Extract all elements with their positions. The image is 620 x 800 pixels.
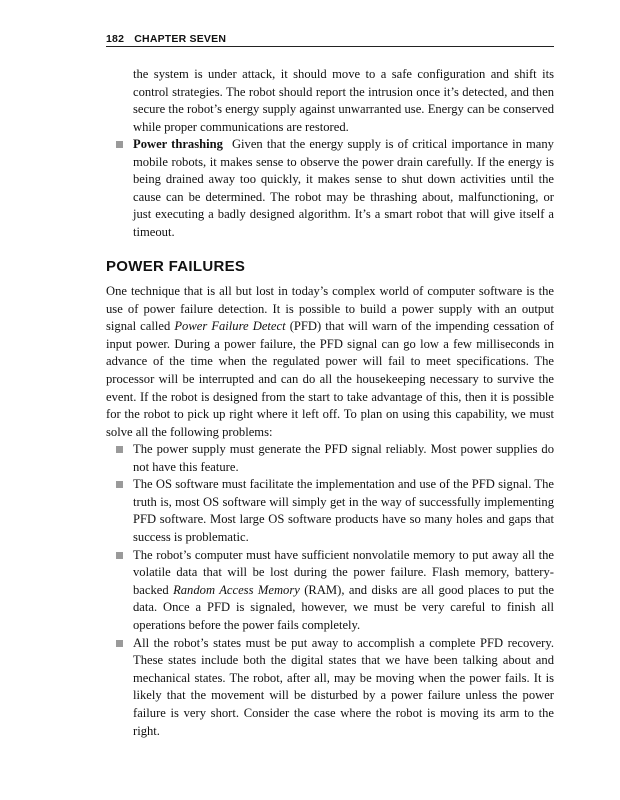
section-heading: POWER FAILURES	[106, 258, 246, 275]
list-item-text: The robot’s computer must have sufficient nonvolatile memory to put away all the volatile data that will be lost during the power failure. Flash memory, battery-backed	[133, 547, 554, 597]
bullet-list-bottom	[133, 441, 554, 740]
square-bullet-icon	[116, 552, 123, 559]
list-item	[133, 635, 554, 741]
square-bullet-icon	[116, 141, 123, 148]
list-item-emphasis: Random Access Memory	[173, 582, 300, 597]
list-item-text: Given that the energy supply is of critical importance in many mobile robots, it makes sense to observe the power drain carefully. If the energy is being drained away too quickly, it makes sense to shut down activities until the cause can be determined. The robot may be thrashing about, malfunctioning, or just executing a badly designed algorithm. It’s a smart robot that will give itself a timeout.	[133, 137, 554, 239]
running-head	[106, 33, 554, 45]
list-item	[133, 547, 554, 635]
list-item	[133, 441, 554, 476]
list-item	[133, 136, 554, 242]
chapter-title: CHAPTER SEVEN	[134, 33, 227, 45]
list-item-text: The OS software must facilitate the implementation and use of the PFD signal. The truth is, most OS software will simply get in the way of successfully implementing PFD software. Most large OS software products have so many holes and gaps that success is problematic.	[133, 477, 554, 544]
square-bullet-icon	[116, 640, 123, 647]
section-paragraph	[106, 283, 554, 441]
bullet-list-top	[133, 136, 554, 242]
square-bullet-icon	[116, 446, 123, 453]
square-bullet-icon	[116, 481, 123, 488]
paragraph-text: One technique that is all but lost in today’s complex world of computer software is the use of power failure detection. It is possible to build a power supply with an output signal called	[106, 284, 554, 334]
continued-bullet-text: the system is under attack, it should move to a safe configuration and shift its control strategies. The robot should report the intrusion once it’s detected, and then secure the robot’s energy supply against unwarranted use. Energy can be conserved while proper communications are restored.	[133, 67, 554, 134]
list-item-text: (RAM), and disks are all good places to put the data. Once a PFD is signaled, however, we must be very careful to finish all operations before the power fails completely.	[133, 582, 554, 632]
list-item-text: All the robot’s states must be put away to accomplish a complete PFD recovery. These states include both the digital states that we have been talking about and mechanical states. The robot, after all, may be moving when the power fails. It is likely that the movement will be disturbed by a power failure unless the power failure is very short. Consider the case where the robot is moving its arm to the right.	[133, 635, 554, 738]
paragraph-emphasis: Power Failure Detect	[174, 319, 286, 334]
header-rule	[106, 46, 554, 47]
page-number: 182	[106, 33, 125, 45]
list-item	[133, 476, 554, 546]
list-item-term: Power thrashing	[133, 137, 223, 151]
paragraph-text: (PFD) that will warn of the impending cessation of input power. During a power failure, the PFD signal can go low a few milliseconds in advance of the time when the regulated power will fail to meet specifications. The processor will be interrupted and can do all the housekeeping necessary to survive the event. If the robot is designed from the start to take advantage of this, then it is possible for the robot to pick up right where it left off. To plan on using this capability, we must solve all the following problems:	[106, 319, 554, 439]
list-item-text: The power supply must generate the PFD signal reliably. Most power supplies do not have this feature.	[133, 442, 554, 474]
